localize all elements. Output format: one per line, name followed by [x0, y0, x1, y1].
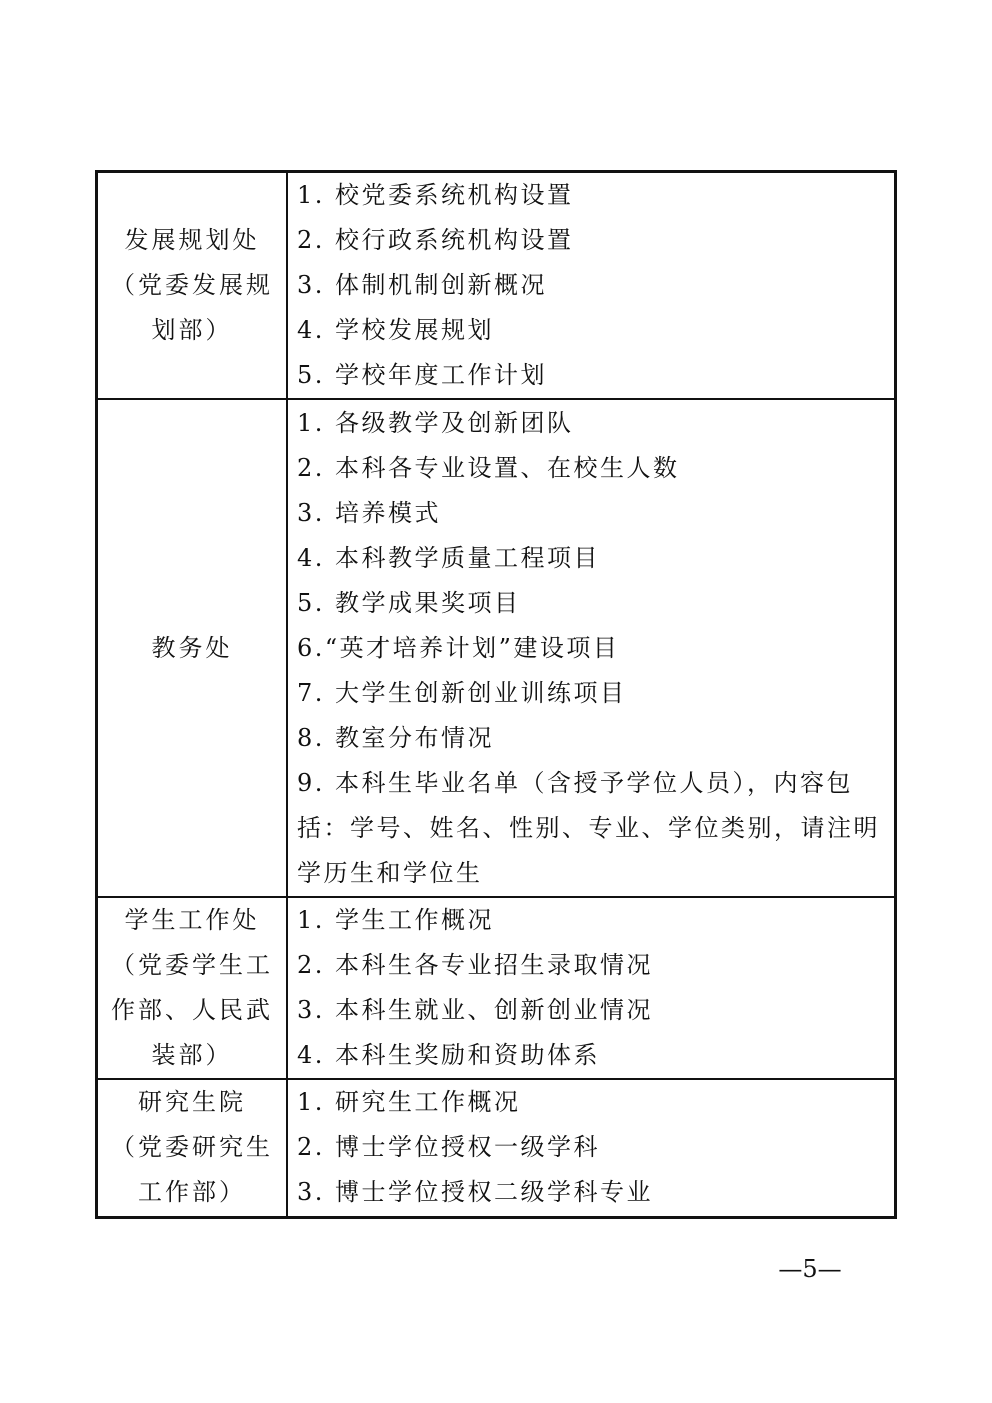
department-name-line: （党委学生工 — [111, 951, 273, 979]
page-number: —5— — [778, 1255, 842, 1283]
list-item: 1. 学生工作概况 — [297, 906, 495, 934]
list-item: 2. 校行政系统机构设置 — [297, 226, 574, 254]
list-item: 1. 研究生工作概况 — [297, 1088, 521, 1117]
list-item: 4. 本科生奖励和资助体系 — [297, 1041, 601, 1069]
department-cell — [97, 1079, 288, 1217]
department-cell — [97, 172, 288, 400]
list-item: 3. 本科生就业、创新创业情况 — [297, 996, 654, 1024]
list-item: 3. 培养模式 — [297, 498, 442, 527]
list-item: 9. 本科生毕业名单（含授予学位人员），内容包括：学号、姓名、性别、专业、学位类别，请注明学历生和学位生 — [297, 768, 880, 887]
list-item: 5. 学校年度工作计划 — [297, 361, 548, 389]
list-item: 4. 本科教学质量工程项目 — [297, 543, 601, 572]
department-name-line: 发展规划处 — [124, 226, 260, 254]
items-cell — [287, 399, 896, 897]
table-row — [97, 172, 896, 400]
department-cell — [97, 897, 288, 1079]
department-cell — [97, 399, 288, 897]
list-item: 1. 校党委系统机构设置 — [297, 181, 574, 209]
department-name-line: 学生工作处 — [124, 906, 260, 934]
department-name-line: （党委研究生 — [111, 1133, 273, 1162]
list-item: 4. 学校发展规划 — [297, 316, 495, 344]
table-row — [97, 399, 896, 897]
department-name-line: 研究生院 — [138, 1088, 246, 1117]
list-item: 2. 本科生各专业招生录取情况 — [297, 951, 654, 979]
items-cell — [287, 897, 896, 1079]
list-item: 2. 博士学位授权一级学科 — [297, 1133, 601, 1162]
department-name-line: 工作部） — [138, 1178, 246, 1207]
items-cell — [287, 172, 896, 400]
list-item: 3. 体制机制创新概况 — [297, 271, 548, 299]
list-item: 3. 博士学位授权二级学科专业 — [297, 1178, 654, 1207]
department-name-line: 装部） — [151, 1041, 233, 1069]
list-item: 5. 教学成果奖项目 — [297, 588, 521, 617]
list-item: 6.“英才培养计划”建设项目 — [297, 633, 620, 662]
list-item: 7. 大学生创新创业训练项目 — [297, 678, 627, 707]
list-item: 1. 各级教学及创新团队 — [297, 408, 574, 437]
table-row — [97, 897, 896, 1079]
department-name-line: 教务处 — [151, 633, 233, 662]
department-name-line: （党委发展规 — [111, 271, 273, 299]
department-items-table — [95, 170, 897, 1219]
table-row — [97, 1079, 896, 1217]
department-name-line: 作部、人民武 — [111, 996, 273, 1024]
list-item: 8. 教室分布情况 — [297, 723, 495, 752]
list-item: 2. 本科各专业设置、在校生人数 — [297, 453, 680, 482]
items-cell — [287, 1079, 896, 1217]
department-name-line: 划部） — [151, 316, 233, 344]
